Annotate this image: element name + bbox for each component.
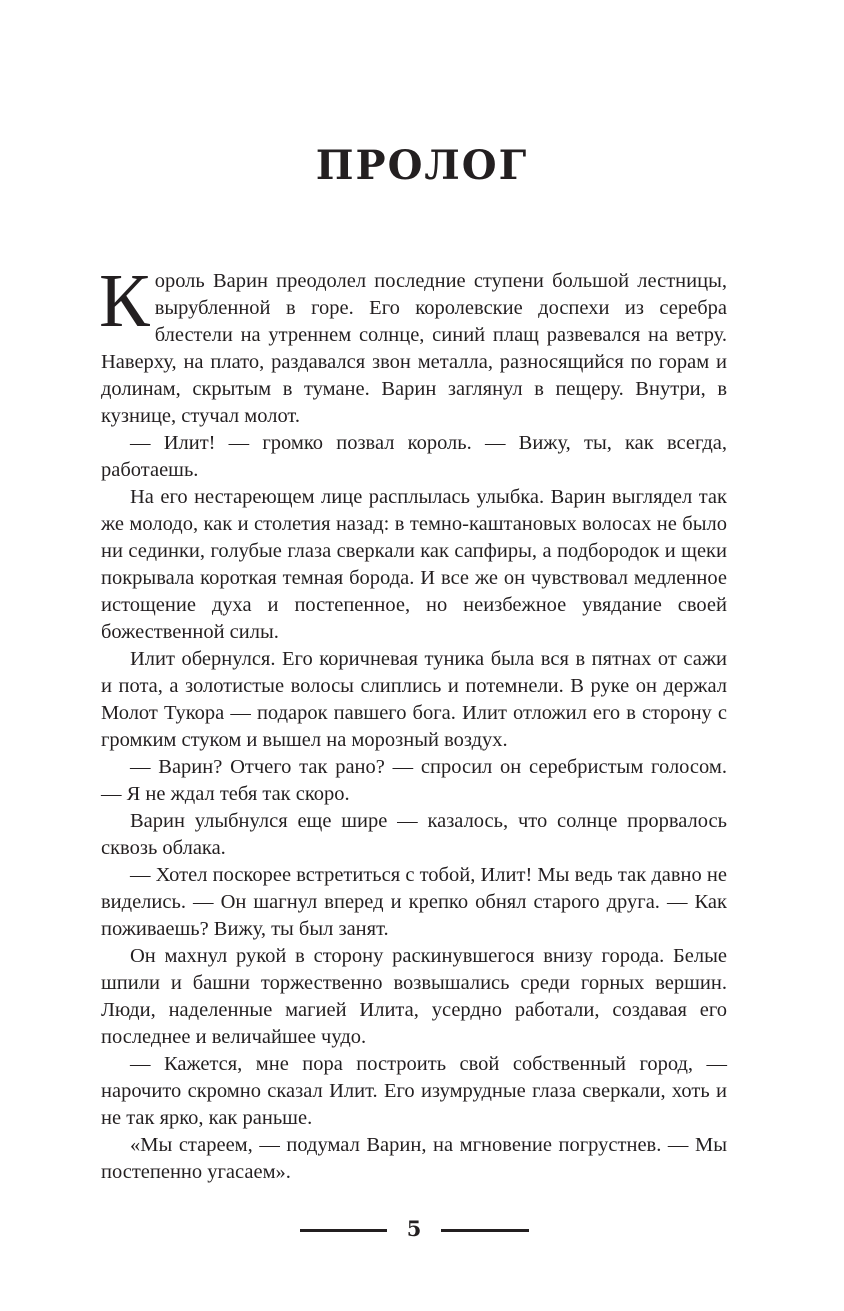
chapter-body xyxy=(99,259,727,1186)
paragraph-7: — Хотел поскорее встретиться с тобой, Илит! Мы ведь так давно не виделись. — Он шагнул вперед и крепко обнял старого друга. — Как поживаешь? Вижу, ты был занят. xyxy=(101,864,727,940)
paragraph-5: — Варин? Отчего так рано? — спросил он серебристым голосом. — Я не ждал тебя так скоро. xyxy=(101,756,727,805)
paragraph-8: Он махнул рукой в сторону раскинувшегося внизу города. Белые шпили и башни торжественно возвышались среди горных вершин. Люди, наделенные магией Илита, усердно работали, создавая его последнее и величайшее чудо. xyxy=(101,945,727,1048)
page-footer xyxy=(0,1210,844,1250)
paragraph-3: На его нестареющем лице расплылась улыбка. Варин выглядел так же молодо, как и столетия назад: в темно-каштановых волосах не было ни сединки, голубые глаза сверкали как сапфиры, а подбородок и щеки покрывала короткая темная борода. И все же он чувствовал медленное истощение духа и постепенное, но неизбежное увядание своей божественной силы. xyxy=(101,486,727,643)
chapter-title: ПРОЛОГ xyxy=(315,142,529,189)
footer-rule-right xyxy=(441,1229,529,1232)
paragraph-1 xyxy=(99,259,727,430)
paragraph-1-text: ороль Варин преодолел последние ступени большой лестницы, вырубленной в горе. Его королевские доспехи из серебра блестели на утреннем солнце, синий плащ развевался на ветру. Наверху, на плато, раздавался звон металла, разносящийся по горам и долинам, скрытым в тумане. Варин заглянул в пещеру. Внутри, в кузнице, стучал молот. xyxy=(101,270,727,427)
paragraph-4: Илит обернулся. Его коричневая туника была вся в пятнах от сажи и пота, а золотистые волосы слиплись и потемнели. В руке он держал Молот Тукора — подарок павшего бога. Илит отложил его в сторону с громким стуком и вышел на морозный воздух. xyxy=(101,648,727,751)
paragraph-6: Варин улыбнулся еще шире — казалось, что солнце прорвалось сквозь облака. xyxy=(101,810,727,859)
page-number: 5 xyxy=(406,1216,422,1241)
paragraph-9: — Кажется, мне пора построить свой собственный город, — нарочито скромно сказал Илит. Его изумрудные глаза сверкали, хоть и не так ярко, как раньше. xyxy=(101,1053,727,1129)
drop-cap: К xyxy=(99,259,150,343)
footer-rule-left xyxy=(300,1229,387,1232)
paragraph-2: — Илит! — громко позвал король. — Вижу, ты, как всегда, работаешь. xyxy=(101,432,727,481)
paragraph-10: «Мы стареем, — подумал Варин, на мгновение погрустнев. — Мы постепенно угасаем». xyxy=(101,1134,727,1183)
